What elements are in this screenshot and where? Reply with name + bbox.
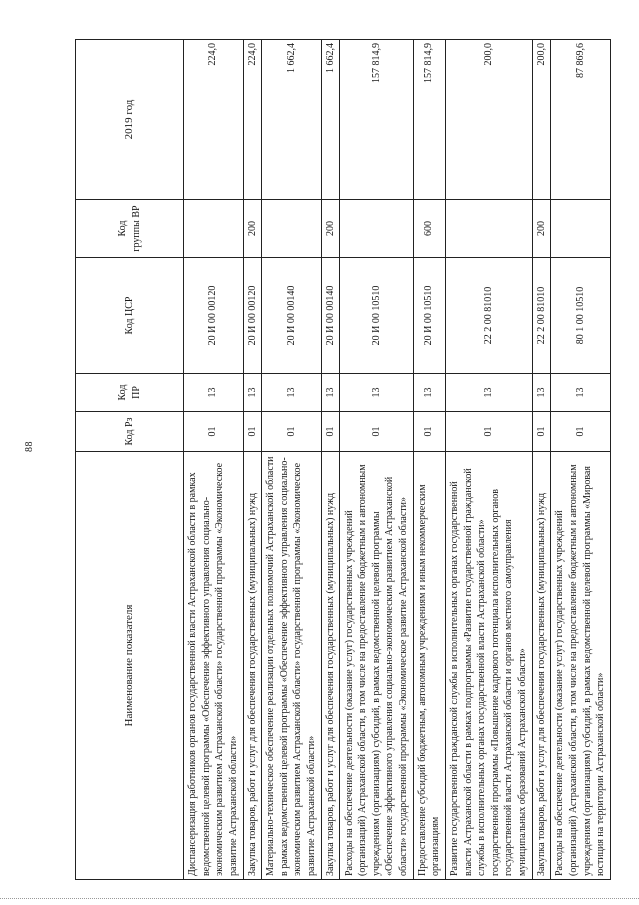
row-rz: 01 — [413, 412, 445, 452]
row-value: 1 662,4 — [321, 40, 340, 200]
row-csr: 20 И 00 10510 — [413, 258, 445, 374]
row-name: Закупка товаров, работ и услуг для обеспечения государственных (муниципальных) нужд — [321, 452, 340, 880]
row-value: 157 814,9 — [413, 40, 445, 200]
row-vr — [262, 200, 322, 258]
table-header-row — [76, 40, 184, 880]
row-rz: 01 — [184, 412, 244, 452]
table-row — [413, 40, 445, 880]
row-vr — [551, 200, 611, 258]
budget-table — [75, 39, 611, 880]
row-pr: 13 — [532, 374, 551, 412]
row-rz: 01 — [340, 412, 413, 452]
row-vr — [445, 200, 532, 258]
row-name: Расходы на обеспечение деятельности (оказание услуг) государственных учреждений (организаций) Астраханской области, в том числе на предоставление бюджетным и автономным учреждениям (организациям) субсидий, в рамках ведомственной целевой программы «Обеспечение эффективного управления социально-экономическим развитием Астраханской области» государственной программы «Экономическое развитие Астраханской области» — [340, 452, 413, 880]
row-name: Предоставление субсидий бюджетным, автономным учреждениям и иным некоммерческим организациям — [413, 452, 445, 880]
row-vr: 200 — [243, 200, 262, 258]
row-csr: 20 И 00 00120 — [243, 258, 262, 374]
row-name: Развитие государственной гражданской службы в исполнительных органах государственной власти Астраханской области в рамках подпрограммы «Развитие государственной гражданской службы в исполнительных органах государственной власти Астраханской области» государственной программы «Повышение кадрового потенциала исполнительных органов государственной власти Астраханской области и органов местного самоуправления муниципальных образований Астраханской области» — [445, 452, 532, 880]
row-csr: 20 И 00 10510 — [340, 258, 413, 374]
row-pr: 13 — [340, 374, 413, 412]
row-value: 157 814,9 — [340, 40, 413, 200]
header-name: Наименование показателя — [76, 452, 184, 880]
table-row — [445, 40, 532, 880]
row-csr: 20 И 00 00140 — [262, 258, 322, 374]
row-pr: 13 — [445, 374, 532, 412]
row-name: Закупка товаров, работ и услуг для обеспечения государственных (муниципальных) нужд — [243, 452, 262, 880]
row-vr: 200 — [532, 200, 551, 258]
row-name: Материально-техническое обеспечение реализации отдельных полномочий Астраханской области в рамках ведомственной целевой программы «Обеспечение эффективного управления социально-экономическим развитием Астраханской области» государственной программы «Экономическое развитие Астраханской области» — [262, 452, 322, 880]
row-pr: 13 — [262, 374, 322, 412]
row-value: 224,0 — [243, 40, 262, 200]
row-csr: 20 И 00 00140 — [321, 258, 340, 374]
row-value: 1 662,4 — [262, 40, 322, 200]
row-csr: 22 2 00 81010 — [532, 258, 551, 374]
header-rz: Код Рз — [76, 412, 184, 452]
header-csr: Код ЦСР — [76, 258, 184, 374]
row-name: Закупка товаров, работ и услуг для обеспечения государственных (муниципальных) нужд — [532, 452, 551, 880]
row-name: Диспансеризация работников органов государственной власти Астраханской области в рамках ведомственной целевой программы «Обеспечение эффективного управления социально-экономическим развитием Астраханской области» государственной программы «Экономическое развитие Астраханской области» — [184, 452, 244, 880]
row-value: 87 869,6 — [551, 40, 611, 200]
bottom-edge-rule — [0, 898, 639, 899]
row-rz: 01 — [243, 412, 262, 452]
row-pr: 13 — [321, 374, 340, 412]
row-rz: 01 — [532, 412, 551, 452]
header-vr: Код группы ВР — [76, 200, 184, 258]
table-row — [551, 40, 611, 880]
row-pr: 13 — [551, 374, 611, 412]
row-pr: 13 — [184, 374, 244, 412]
row-vr: 600 — [413, 200, 445, 258]
header-pr: Код ПР — [76, 374, 184, 412]
row-rz: 01 — [445, 412, 532, 452]
row-value: 224,0 — [184, 40, 244, 200]
table-row — [532, 40, 551, 880]
row-csr: 20 И 00 00120 — [184, 258, 244, 374]
page-number: 88 — [24, 441, 35, 452]
row-csr: 22 2 00 81010 — [445, 258, 532, 374]
table-row — [321, 40, 340, 880]
row-csr: 80 1 00 10510 — [551, 258, 611, 374]
table-row — [262, 40, 322, 880]
table-row — [243, 40, 262, 880]
row-vr: 200 — [321, 200, 340, 258]
row-rz: 01 — [321, 412, 340, 452]
table-row — [340, 40, 413, 880]
row-pr: 13 — [413, 374, 445, 412]
row-pr: 13 — [243, 374, 262, 412]
budget-table-sheet — [75, 40, 611, 880]
row-rz: 01 — [262, 412, 322, 452]
row-value: 200,0 — [532, 40, 551, 200]
row-rz: 01 — [551, 412, 611, 452]
header-year: 2019 год — [76, 40, 184, 200]
row-vr — [184, 200, 244, 258]
row-name: Расходы на обеспечение деятельности (оказание услуг) государственных учреждений (организаций) Астраханской области, в том числе на предоставление бюджетным и автономным учреждениям (организациям) субсидий, в рамках ведомственной целевой программы «Мировая юстиция на территории Астраханской области» — [551, 452, 611, 880]
row-vr — [340, 200, 413, 258]
row-value: 200,0 — [445, 40, 532, 200]
table-row — [184, 40, 244, 880]
